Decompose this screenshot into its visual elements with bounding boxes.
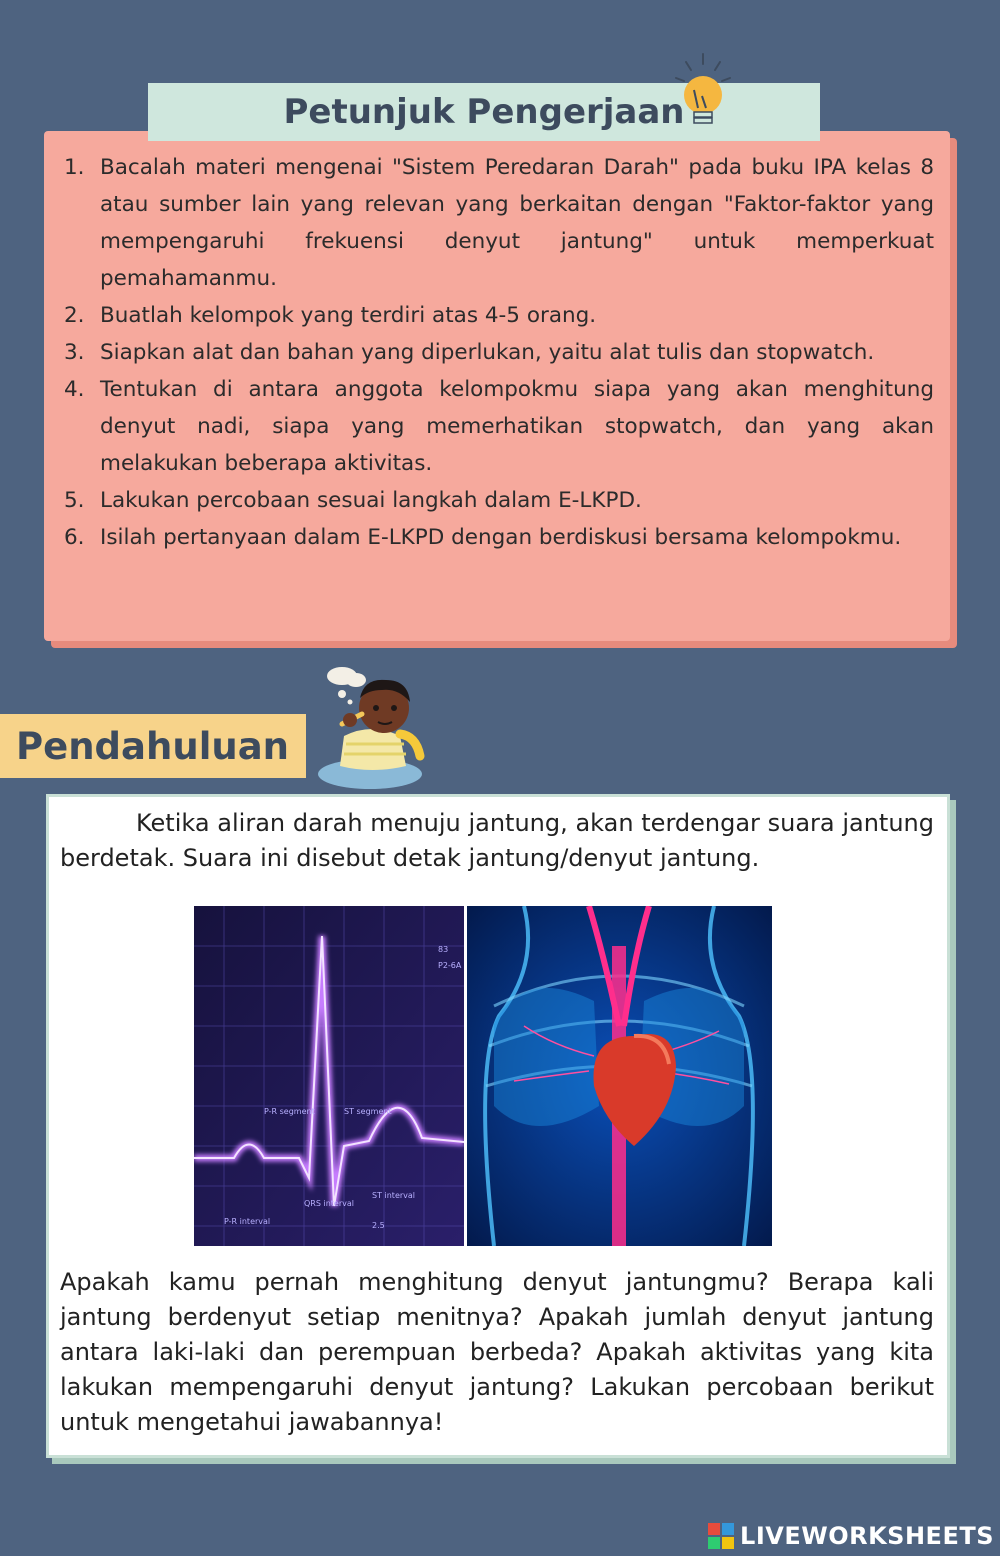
anatomy-image — [467, 906, 772, 1246]
lightbulb-icon — [672, 50, 734, 140]
step-number: 2. — [64, 303, 85, 328]
ecg-label: 83 — [438, 945, 449, 954]
step-text: Buatlah kelompok yang terdiri atas 4-5 orang. — [100, 303, 597, 328]
intro-paragraph-2: Apakah kamu pernah menghitung denyut jantungmu? Berapa kali jantung berdenyut setiap menitnya? Apakah jumlah denyut jantung antara laki-laki dan perempuan berbeda? Apakah aktivitas yang kita lakukan mempengaruhi denyut jantung? Lakukan percobaan berikut untuk mengetahui jawabannya! — [60, 1268, 934, 1436]
ecg-label: P-R interval — [224, 1217, 271, 1226]
heart-images — [194, 906, 772, 1246]
ecg-label: P-R segment — [264, 1107, 315, 1116]
ecg-image — [194, 906, 464, 1246]
step-number: 1. — [64, 155, 85, 180]
intro-heading — [0, 714, 306, 778]
step-text: Bacalah materi mengenai "Sistem Peredaran Darah" pada buku IPA kelas 8 atau sumber lain yang relevan yang berkaitan dengan "Faktor-faktor yang mempengaruhi frekuensi denyut jantung" untuk memperkuat pemahamanmu. — [100, 155, 934, 291]
ecg-label: QRS interval — [304, 1199, 354, 1208]
ecg-label: 2.5 — [372, 1221, 385, 1230]
instruction-step — [64, 519, 934, 556]
footer-brand: LIVEWORKSHEETS — [740, 1522, 994, 1550]
step-text: Tentukan di antara anggota kelompokmu siapa yang akan menghitung denyut nadi, siapa yang memerhatikan stopwatch, dan yang akan melakukan beberapa aktivitas. — [100, 377, 934, 476]
instruction-step — [64, 482, 934, 519]
instruction-step — [64, 149, 934, 297]
step-number: 3. — [64, 340, 85, 365]
step-number: 5. — [64, 488, 85, 513]
instructions-card — [44, 131, 950, 641]
instruction-step — [64, 297, 934, 334]
step-text: Lakukan percobaan sesuai langkah dalam E-LKPD. — [100, 488, 642, 513]
instruction-step — [64, 371, 934, 482]
ecg-label: ST interval — [372, 1191, 416, 1200]
ecg-label: ST segment — [344, 1107, 392, 1116]
instruction-step — [64, 334, 934, 371]
step-text: Siapkan alat dan bahan yang diperlukan, yaitu alat tulis dan stopwatch. — [100, 340, 875, 365]
instruction-list — [64, 149, 934, 556]
instructions-title-text: Petunjuk Pengerjaan — [283, 92, 685, 132]
step-text: Isilah pertanyaan dalam E-LKPD dengan berdiskusi bersama kelompokmu. — [100, 525, 902, 550]
intro-heading-text: Pendahuluan — [16, 724, 290, 768]
thinking-child-illustration — [316, 662, 428, 792]
footer-logo — [708, 1522, 994, 1550]
step-number: 6. — [64, 525, 85, 550]
liveworksheets-icon — [708, 1523, 734, 1549]
intro-paragraph-1: Ketika aliran darah menuju jantung, akan terdengar suara jantung berdetak. Suara ini disebut detak jantung/denyut jantung. — [60, 809, 934, 872]
step-number: 4. — [64, 377, 85, 402]
ecg-label: P2-6A — [438, 961, 462, 970]
